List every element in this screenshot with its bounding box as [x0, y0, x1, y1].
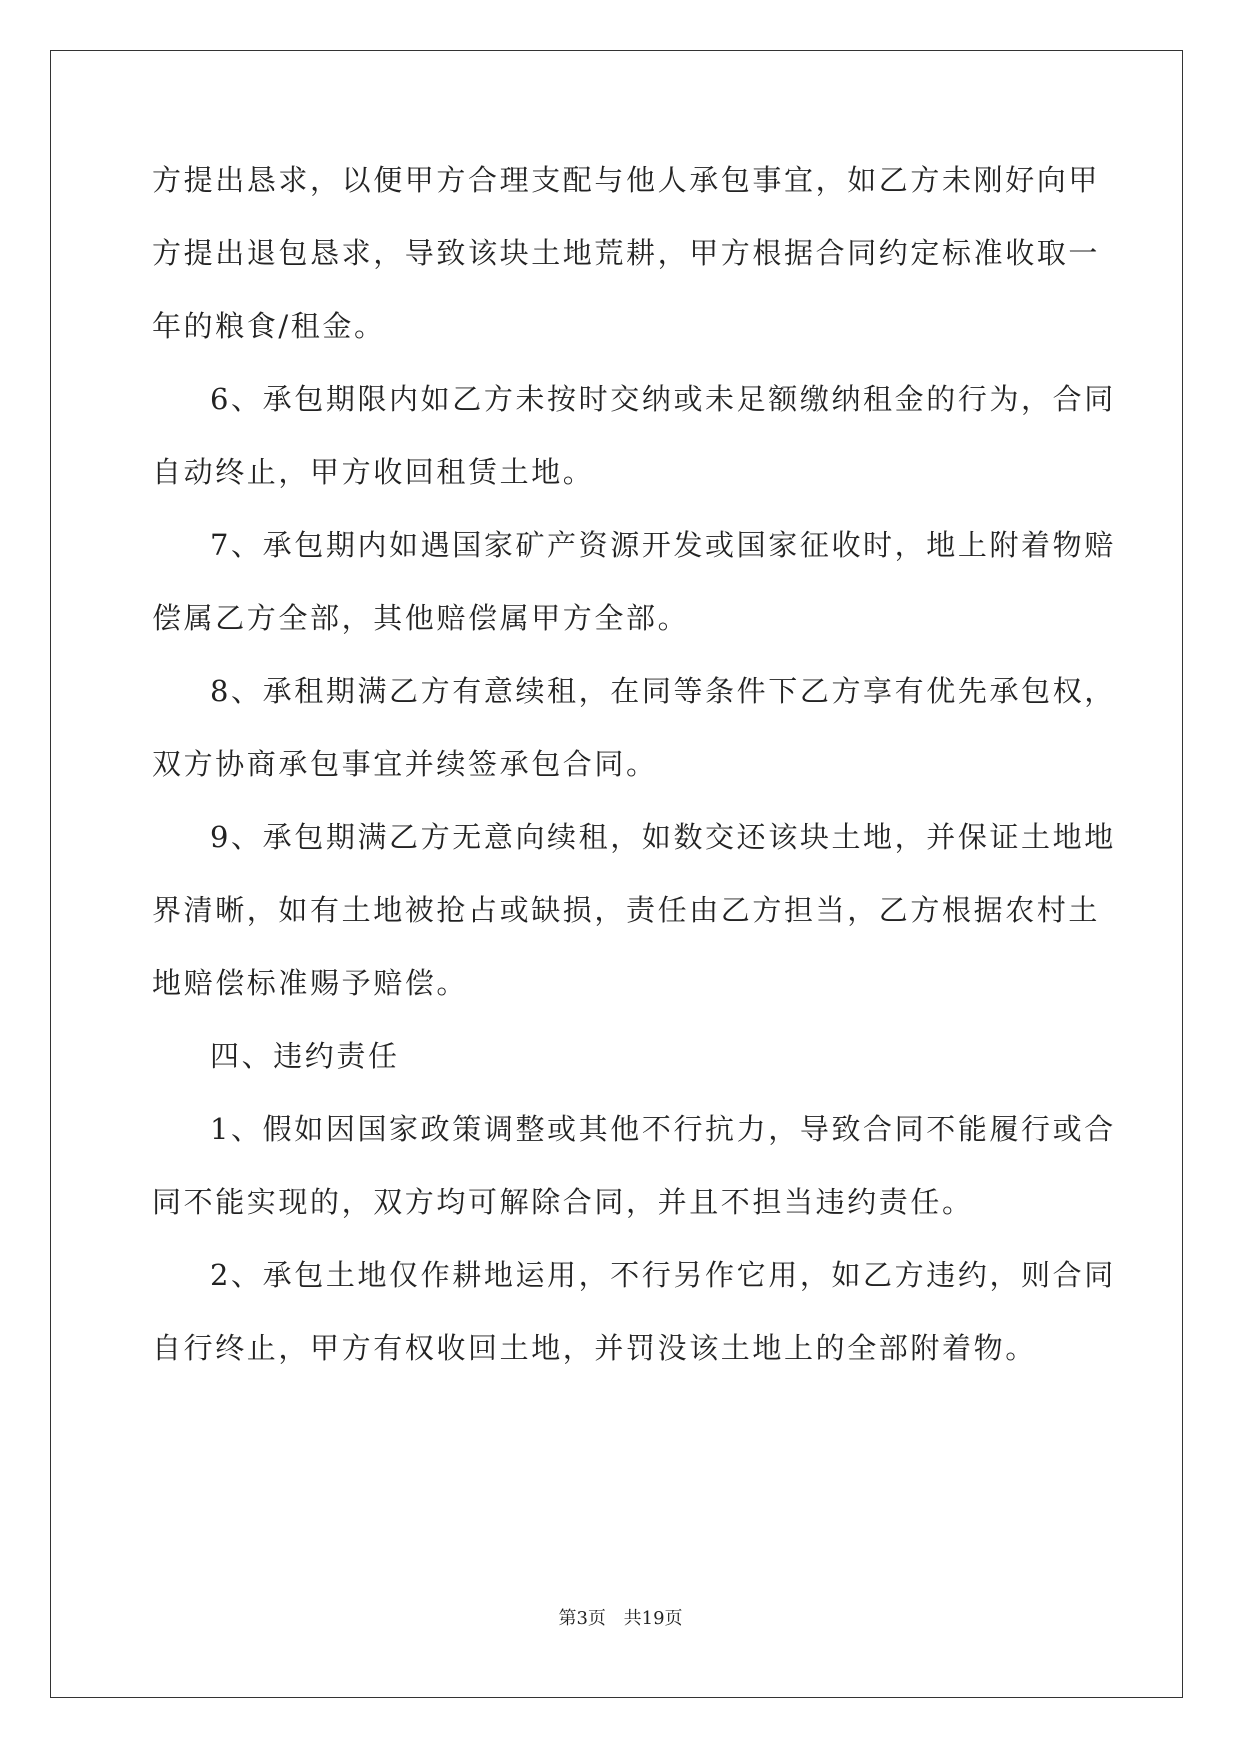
page-footer [0, 1607, 1241, 1631]
clause-2: 2、承包土地仅作耕地运用，不行另作它用，如乙方违约，则合同 [210, 1258, 1116, 1292]
page-number: 第3页 [558, 1608, 606, 1629]
text-line: 方提出恳求，以便甲方合理支配与他人承包事宜，如乙方未刚好向甲 [152, 163, 1101, 197]
clause-8: 8、承租期满乙方有意续租，在同等条件下乙方享有优先承包权， [210, 674, 1116, 708]
text-line: 自行终止，甲方有权收回土地，并罚没该土地上的全部附着物。 [152, 1331, 1037, 1365]
text-line: 年的粮食/租金。 [152, 309, 386, 343]
section-heading: 四、违约责任 [210, 1039, 400, 1073]
text-line: 地赔偿标准赐予赔偿。 [152, 966, 469, 1000]
text-line: 自动终止，甲方收回租赁土地。 [152, 455, 595, 489]
clause-6: 6、承包期限内如乙方未按时交纳或未足额缴纳租金的行为，合同 [210, 382, 1116, 416]
text-line: 方提出退包恳求，导致该块土地荒耕，甲方根据合同约定标准收取一 [152, 236, 1101, 270]
page-total: 共19页 [623, 1608, 683, 1629]
text-line: 偿属乙方全部，其他赔偿属甲方全部。 [152, 601, 690, 635]
page-border [50, 50, 1183, 1698]
clause-1: 1、假如因国家政策调整或其他不行抗力，导致合同不能履行或合 [210, 1112, 1116, 1146]
text-line: 同不能实现的，双方均可解除合同，并且不担当违约责任。 [152, 1185, 974, 1219]
text-line: 双方协商承包事宜并续签承包合同。 [152, 747, 658, 781]
clause-7: 7、承包期内如遇国家矿产资源开发或国家征收时，地上附着物赔 [210, 528, 1116, 562]
clause-9: 9、承包期满乙方无意向续租，如数交还该块土地，并保证土地地 [210, 820, 1116, 854]
text-line: 界清晰，如有土地被抢占或缺损，责任由乙方担当，乙方根据农村土 [152, 893, 1101, 927]
